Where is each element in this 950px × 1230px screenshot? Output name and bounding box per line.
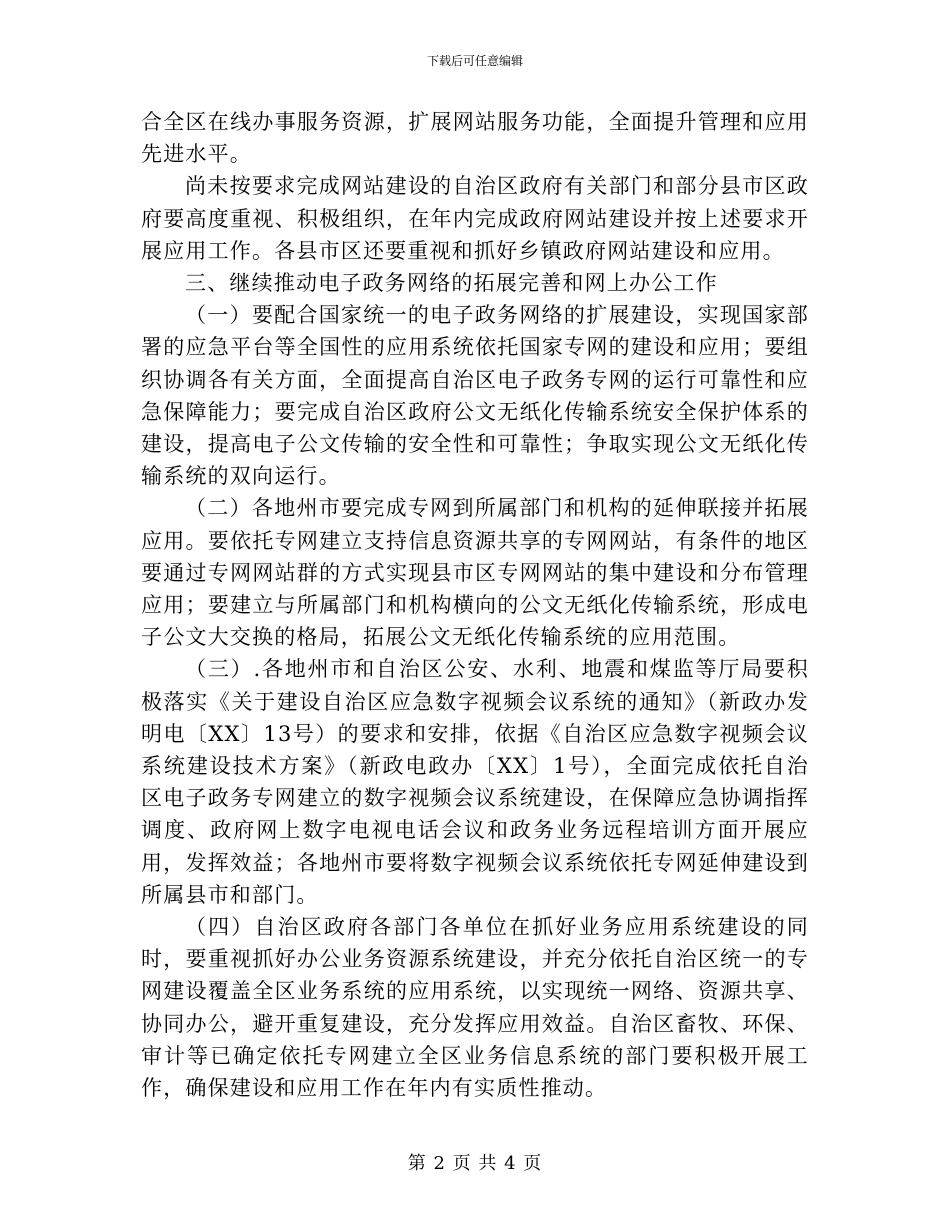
page-number-footer: 第 2 页 共 4 页 [407, 1153, 543, 1174]
paragraph-item-2: （二）各地州市要完成专网到所属部门和机构的延伸联接并拓展应用。要依托专网建立支持信息资源共享的专网网站，有条件的地区要通过专网网站群的方式实现县市区专网网站的集中建设和分布管理应用；要建立与所属部门和机构横向的公文无纸化传输系统，形成电子公文大交换的格局，拓展公文无纸化传输系统的应用范围。 [141, 496, 809, 650]
paragraph-continuation: 合全区在线办事服务资源，扩展网站服务功能，全面提升管理和应用先进水平。 [141, 110, 809, 167]
page-header-note: 下载后可任意编辑 [426, 54, 523, 68]
document-body [141, 106, 809, 1104]
paragraph-item-1: （一）要配合国家统一的电子政务网络的扩展建设，实现国家部署的应急平台等全国性的应用系统依托国家专网的建设和应用；要组织协调各有关方面，全面提高自治区电子政务专网的运行可靠性和应急保障能力；要完成自治区政府公文无纸化传输系统安全保护体系的建设，提高电子公文传输的安全性和可靠性；争取实现公文无纸化传输系统的双向运行。 [141, 303, 809, 489]
paragraph-item-3: （三）.各地州市和自治区公安、水利、地震和煤监等厅局要积极落实《关于建设自治区应急数字视频会议系统的通知》（新政办发明电〔XX〕13号）的要求和安排，依据《自治区应急数字视频会议系统建设技术方案》（新政电政办〔XX〕1号），全面完成依托自治区电子政务专网建立的数字视频会议系统建设，在保障应急协调指挥调度、政府网上数字电视电话会议和政务业务远程培训方面开展应用，发挥效益；各地州市要将数字视频会议系统依托专网延伸建设到所属县市和部门。 [141, 657, 809, 907]
paragraph-website-requirement: 尚未按要求完成网站建设的自治区政府有关部门和部分县市区政府要高度重视、积极组织，在年内完成政府网站建设并按上述要求开展应用工作。各县市区还要重视和抓好乡镇政府网站建设和应用。 [141, 174, 809, 263]
section-heading-3: 三、继续推动电子政务网络的拓展完善和网上办公工作 [185, 271, 718, 296]
paragraph-item-4: （四）自治区政府各部门各单位在抓好业务应用系统建设的同时，要重视抓好办公业务资源系统建设，并充分依托自治区统一的专网建设覆盖全区业务系统的应用系统，以实现统一网络、资源共享、协同办公，避开重复建设，充分发挥应用效益。自治区畜牧、环保、审计等已确定依托专网建立全区业务信息系统的部门要积极开展工作，确保建设和应用工作在年内有实质性推动。 [141, 915, 809, 1101]
